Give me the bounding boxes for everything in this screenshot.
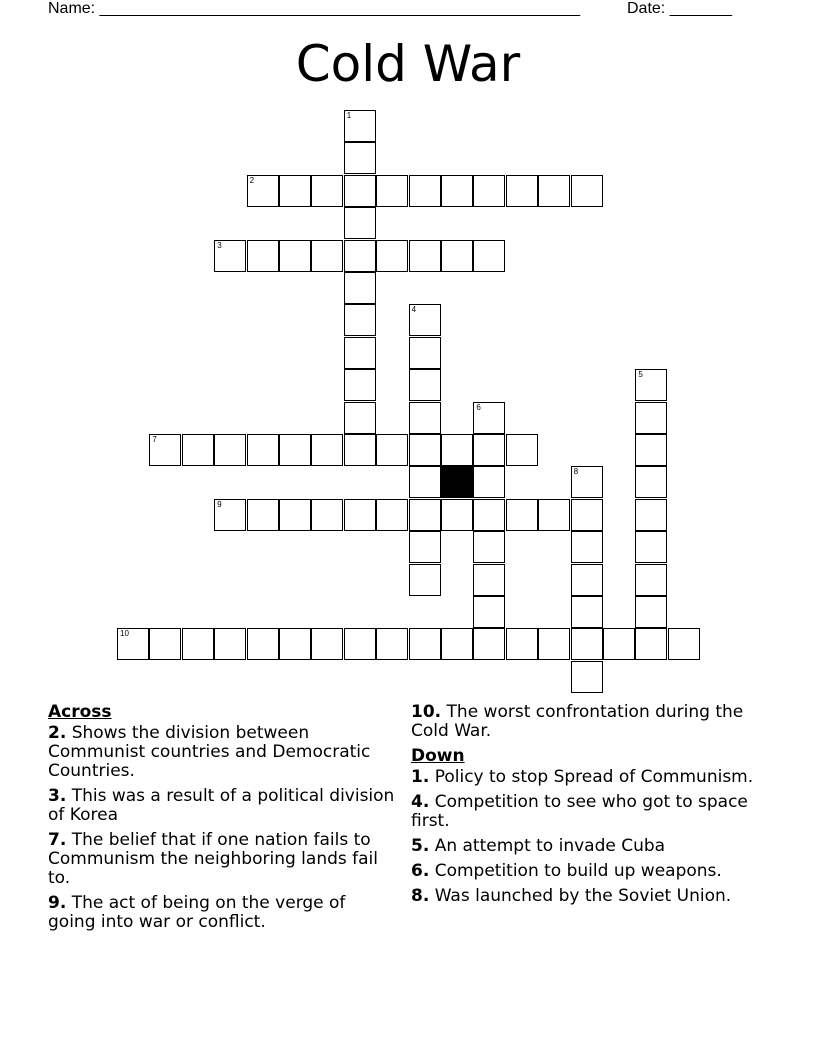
grid-cell[interactable] xyxy=(635,628,667,660)
cell-number: 4 xyxy=(411,305,417,315)
grid-cell[interactable] xyxy=(635,369,667,401)
grid-cell[interactable] xyxy=(668,628,700,660)
grid-cell[interactable] xyxy=(441,434,473,466)
grid-cell[interactable] xyxy=(473,564,505,596)
clue-text: The belief that if one nation fails to Communism the neighboring lands fail to. xyxy=(48,830,378,888)
grid-cell[interactable] xyxy=(247,628,279,660)
grid-cell[interactable] xyxy=(441,175,473,207)
grid-cell[interactable] xyxy=(182,434,214,466)
grid-cell[interactable] xyxy=(571,466,603,498)
grid-cell[interactable] xyxy=(182,628,214,660)
grid-cell[interactable] xyxy=(311,499,343,531)
grid-cell[interactable] xyxy=(571,596,603,628)
grid-cell[interactable] xyxy=(538,175,570,207)
clue-text: Competition to see who got to space first. xyxy=(411,792,748,831)
clue-across-7 xyxy=(48,831,398,888)
grid-cell[interactable] xyxy=(409,240,441,272)
date-field-label: Date: _______ xyxy=(627,0,732,17)
grid-cell[interactable] xyxy=(311,175,343,207)
grid-cell[interactable] xyxy=(409,402,441,434)
grid-cell[interactable] xyxy=(344,272,376,304)
grid-cell[interactable] xyxy=(247,499,279,531)
grid-cell[interactable] xyxy=(149,628,181,660)
clue-across-10 xyxy=(411,703,756,741)
clue-number: 7. xyxy=(48,830,67,850)
grid-cell[interactable] xyxy=(635,564,667,596)
grid-cell[interactable] xyxy=(409,304,441,336)
clue-number: 10. xyxy=(411,702,442,722)
clue-text: The worst confrontation during the Cold War. xyxy=(411,702,744,741)
clues-column-right xyxy=(411,703,756,912)
grid-cell[interactable] xyxy=(571,661,603,693)
grid-cell[interactable] xyxy=(279,240,311,272)
clue-text: This was a result of a political division of Korea xyxy=(48,786,395,825)
grid-cell[interactable] xyxy=(409,499,441,531)
grid-cell[interactable] xyxy=(409,369,441,401)
grid-cell[interactable] xyxy=(149,434,181,466)
cell-number: 9 xyxy=(217,499,222,509)
grid-cell[interactable] xyxy=(409,337,441,369)
grid-cell[interactable] xyxy=(571,564,603,596)
clue-across-2 xyxy=(48,724,398,781)
grid-cell[interactable] xyxy=(571,628,603,660)
grid-cell[interactable] xyxy=(473,531,505,563)
grid-cell[interactable] xyxy=(376,434,408,466)
grid-cell[interactable] xyxy=(376,175,408,207)
grid-cell[interactable] xyxy=(117,628,149,660)
grid-cell[interactable] xyxy=(571,175,603,207)
grid-cell[interactable] xyxy=(344,337,376,369)
grid-cell[interactable] xyxy=(344,369,376,401)
clue-number: 4. xyxy=(411,792,430,812)
clue-number: 3. xyxy=(48,786,67,806)
grid-cell[interactable] xyxy=(473,402,505,434)
clue-across-9 xyxy=(48,894,398,932)
grid-cell[interactable] xyxy=(571,499,603,531)
down-heading: Down xyxy=(411,746,465,766)
cell-number: 7 xyxy=(152,435,157,444)
grid-cell[interactable] xyxy=(635,466,667,498)
clues-column-left xyxy=(48,703,398,938)
grid-cell[interactable] xyxy=(441,628,473,660)
cell-number: 1 xyxy=(346,111,352,120)
across-heading: Across xyxy=(48,702,112,722)
grid-cell[interactable] xyxy=(279,499,311,531)
grid-cell[interactable] xyxy=(279,628,311,660)
grid-cell[interactable] xyxy=(311,628,343,660)
clue-down-8 xyxy=(411,887,756,906)
clue-text: Competition to build up weapons. xyxy=(434,861,722,881)
grid-cell[interactable] xyxy=(635,402,667,434)
grid-cell[interactable] xyxy=(344,110,376,142)
clue-number: 6. xyxy=(411,861,430,881)
grid-cell[interactable] xyxy=(473,499,505,531)
grid-cell[interactable] xyxy=(409,175,441,207)
clue-number: 5. xyxy=(411,836,430,856)
grid-cell[interactable] xyxy=(247,175,279,207)
grid-cell[interactable] xyxy=(344,499,376,531)
grid-cell[interactable] xyxy=(409,564,441,596)
cell-number: 10 xyxy=(120,629,129,639)
grid-cell[interactable] xyxy=(344,402,376,434)
grid-cell[interactable] xyxy=(506,499,538,531)
cell-number: 3 xyxy=(217,240,222,250)
clue-text: Shows the division between Communist countries and Democratic Countries. xyxy=(48,723,371,781)
clue-number: 9. xyxy=(48,893,67,913)
grid-cell[interactable] xyxy=(344,434,376,466)
grid-cell[interactable] xyxy=(247,434,279,466)
grid-cell[interactable] xyxy=(376,628,408,660)
grid-cell[interactable] xyxy=(344,628,376,660)
clue-text: Was launched by the Soviet Union. xyxy=(434,886,732,906)
grid-cell[interactable] xyxy=(409,466,441,498)
grid-cell[interactable] xyxy=(409,628,441,660)
grid-cell[interactable] xyxy=(376,240,408,272)
grid-cell[interactable] xyxy=(538,499,570,531)
grid-cell[interactable] xyxy=(538,628,570,660)
grid-cell[interactable] xyxy=(603,628,635,660)
clue-down-1 xyxy=(411,768,756,787)
grid-cell[interactable] xyxy=(279,175,311,207)
grid-cell[interactable] xyxy=(376,499,408,531)
grid-cell[interactable] xyxy=(344,240,376,272)
grid-cell[interactable] xyxy=(441,240,473,272)
grid-cell[interactable] xyxy=(344,142,376,174)
clue-down-6 xyxy=(411,862,756,881)
grid-cell[interactable] xyxy=(473,240,505,272)
grid-cell[interactable] xyxy=(247,240,279,272)
cell-number: 5 xyxy=(638,370,643,380)
grid-cell[interactable] xyxy=(214,628,246,660)
puzzle-title: Cold War xyxy=(295,35,521,93)
clue-down-4 xyxy=(411,793,756,831)
grid-cell[interactable] xyxy=(344,304,376,336)
clue-number: 2. xyxy=(48,723,67,743)
grid-cell[interactable] xyxy=(214,499,246,531)
grid-cell[interactable] xyxy=(473,628,505,660)
clue-across-3 xyxy=(48,787,398,825)
clue-text: The act of being on the verge of going into war or conflict. xyxy=(48,893,346,932)
cell-number: 8 xyxy=(573,467,579,477)
clue-number: 1. xyxy=(411,767,430,787)
grid-cell[interactable] xyxy=(409,434,441,466)
grid-cell[interactable] xyxy=(344,175,376,207)
clue-text: Policy to stop Spread of Communism. xyxy=(434,767,754,787)
grid-cell[interactable] xyxy=(441,499,473,531)
grid-cell[interactable] xyxy=(409,531,441,563)
grid-cell[interactable] xyxy=(311,434,343,466)
clue-text: An attempt to invade Cuba xyxy=(434,836,666,856)
cell-number: 2 xyxy=(249,175,255,185)
grid-cell[interactable] xyxy=(571,531,603,563)
grid-cell[interactable] xyxy=(214,434,246,466)
clue-down-5 xyxy=(411,837,756,856)
clue-number: 8. xyxy=(411,886,430,906)
grid-cell[interactable] xyxy=(344,207,376,239)
name-field-label: Name: ______________________________________________________ xyxy=(48,0,581,17)
grid-cell[interactable] xyxy=(635,434,667,466)
grid-cell[interactable] xyxy=(506,628,538,660)
grid-cell[interactable] xyxy=(473,434,505,466)
grid-cell[interactable] xyxy=(635,499,667,531)
grid-cell[interactable] xyxy=(311,240,343,272)
grid-cell[interactable] xyxy=(473,175,505,207)
grid-cell[interactable] xyxy=(279,434,311,466)
grid-cell[interactable] xyxy=(635,596,667,628)
grid-cell[interactable] xyxy=(214,240,246,272)
cell-number: 6 xyxy=(476,402,481,412)
grid-cell[interactable] xyxy=(506,175,538,207)
grid-cell[interactable] xyxy=(635,531,667,563)
grid-block-cell xyxy=(441,466,473,498)
grid-cell[interactable] xyxy=(473,596,505,628)
grid-cell[interactable] xyxy=(506,434,538,466)
grid-cell[interactable] xyxy=(473,466,505,498)
